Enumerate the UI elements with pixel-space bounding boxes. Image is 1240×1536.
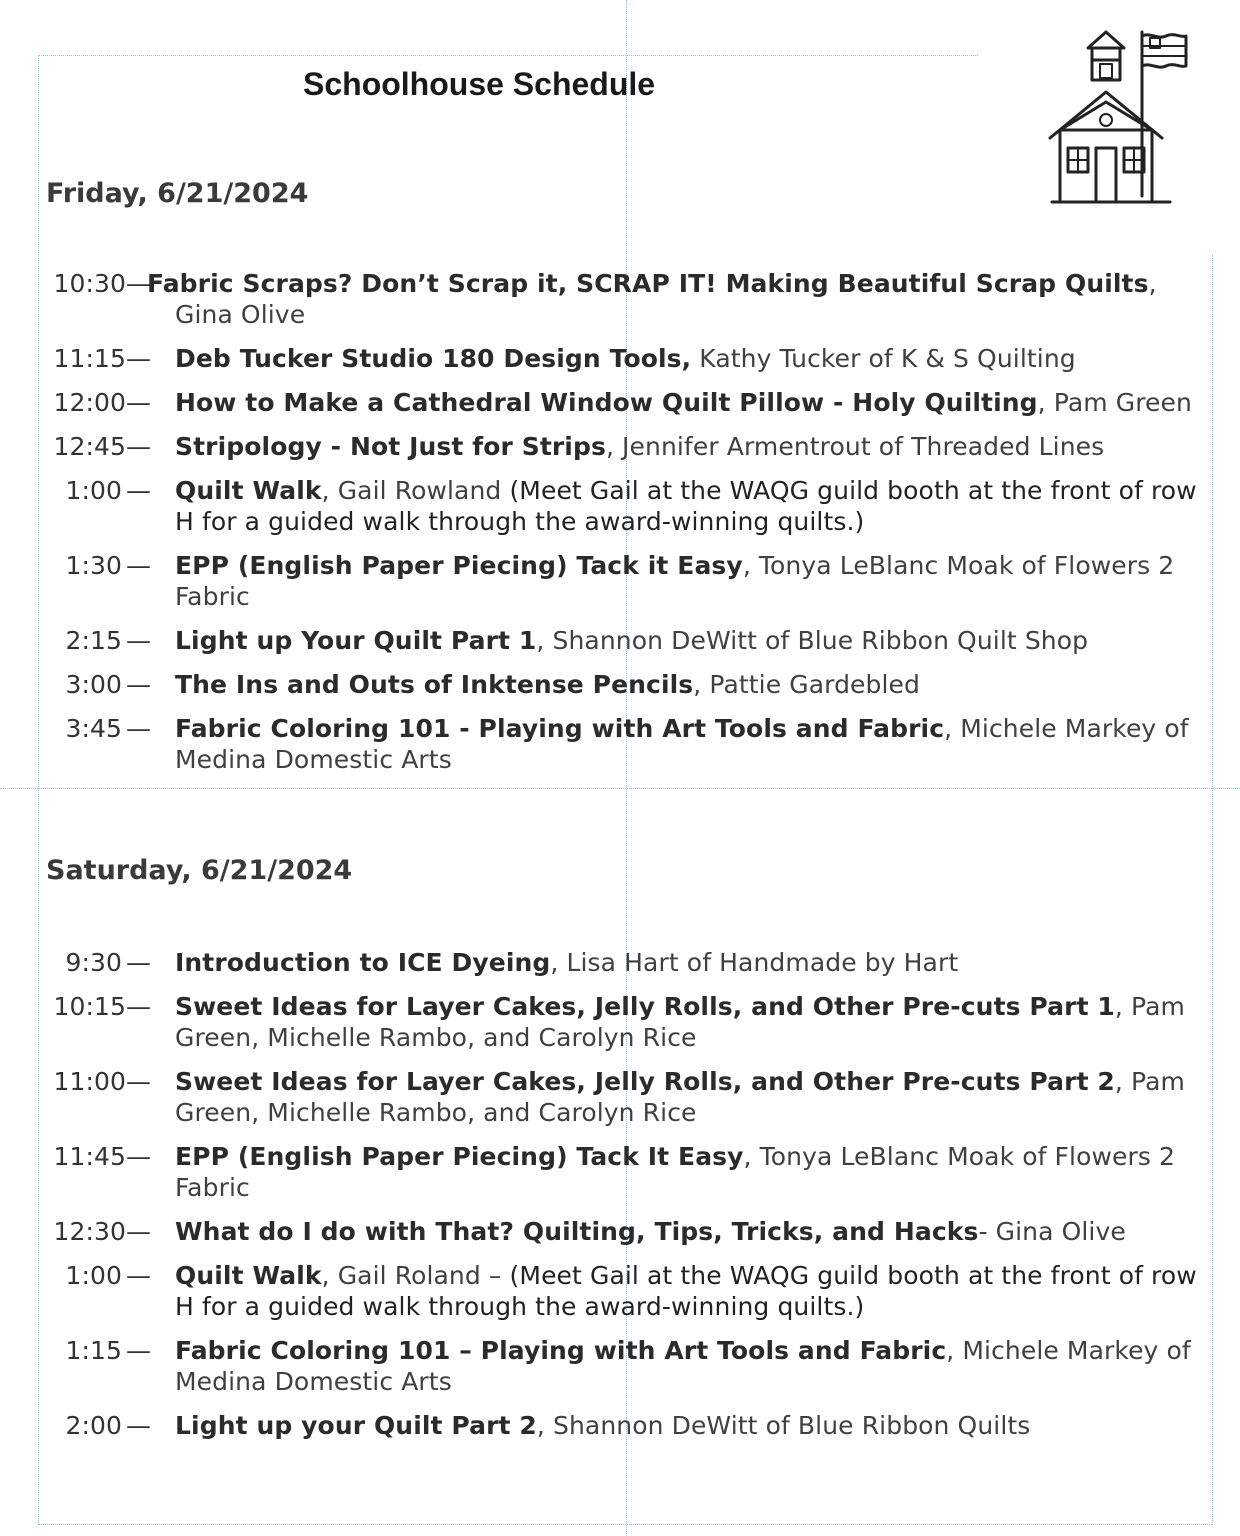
session-title: Fabric Scraps? Don’t Scrap it, SCRAP IT! Making Beautiful Scrap Quilts: [147, 269, 1149, 298]
session-presenter: Gail Roland –: [337, 1261, 502, 1290]
session-title: Stripology - Not Just for Strips: [175, 432, 606, 461]
session-item: [0, 431, 1240, 462]
session-item: [0, 1141, 1240, 1203]
session-note: (Meet Gail at the WAQG guild booth at the front of row H for a guided walk through the award-winning quilts.): [175, 1261, 1197, 1321]
session-separator: ,: [321, 476, 338, 505]
session-presenter: Tonya LeBlanc Moak of Flowers 2 Fabric: [175, 1142, 1176, 1202]
session-presenter: Kathy Tucker of K & S Quilting: [699, 344, 1076, 373]
session-item: [0, 1260, 1240, 1322]
session-dash: —: [126, 1261, 152, 1290]
session-title: Sweet Ideas for Layer Cakes, Jelly Rolls, and Other Pre-cuts Part 1: [175, 992, 1115, 1021]
session-presenter: Shannon DeWitt of Blue Ribbon Quilt Shop: [552, 626, 1089, 655]
layout-guide-top: [38, 55, 978, 56]
session-item: [0, 343, 1240, 374]
session-time: 11:00: [53, 1067, 126, 1096]
session-time: 3:00: [65, 670, 122, 699]
session-dash: —: [126, 432, 152, 461]
session-time: 1:30: [65, 551, 122, 580]
session-time: 10:15: [53, 992, 126, 1021]
page-title: Schoolhouse Schedule: [303, 66, 656, 102]
session-dash: —: [126, 626, 152, 655]
session-time: 3:45: [65, 714, 122, 743]
session-time: 11:45: [53, 1142, 126, 1171]
session-item: [0, 1410, 1240, 1441]
session-item: [0, 1216, 1240, 1247]
session-dash: —: [126, 670, 152, 699]
session-separator: ,: [946, 1336, 963, 1365]
session-item: [0, 268, 1240, 330]
session-title: The Ins and Outs of Inktense Pencils: [175, 670, 694, 699]
session-item: [0, 713, 1240, 775]
schoolhouse-with-flag-icon: [1046, 26, 1188, 208]
session-time: 1:00: [65, 1261, 122, 1290]
session-separator: ,: [536, 1411, 553, 1440]
session-dash: —: [126, 1336, 152, 1365]
session-dash: —: [126, 1142, 152, 1171]
session-separator: ,: [1114, 992, 1132, 1021]
session-title: Quilt Walk: [175, 1261, 322, 1290]
session-title: Light up Your Quilt Part 1: [175, 626, 537, 655]
session-separator: ,: [693, 670, 710, 699]
session-separator: ,: [536, 626, 553, 655]
session-item: [0, 669, 1240, 700]
session-separator: ,: [944, 714, 961, 743]
session-separator: -: [978, 1217, 996, 1246]
session-presenter: Lisa Hart of Handmade by Hart: [566, 948, 959, 977]
session-presenter: Gina Olive: [175, 300, 306, 329]
session-title: EPP (English Paper Piecing) Tack It Easy: [175, 1142, 744, 1171]
session-separator: ,: [1114, 1067, 1132, 1096]
session-separator: ,: [1037, 388, 1054, 417]
session-presenter: Michele Markey of Medina Domestic Arts: [175, 714, 1189, 774]
session-dash: —: [126, 992, 152, 1021]
session-presenter: Tonya LeBlanc Moak of Flowers 2 Fabric: [175, 551, 1175, 611]
day-heading-saturday: Saturday, 6/21/2024: [46, 855, 353, 886]
day-heading-friday: Friday, 6/21/2024: [46, 178, 309, 209]
session-title: Introduction to ICE Dyeing: [175, 948, 551, 977]
session-presenter: Pam Green, Michelle Rambo, and Carolyn Rice: [175, 992, 1185, 1052]
session-separator: ,: [605, 432, 623, 461]
session-time: 12:00: [53, 388, 126, 417]
session-time: 11:15: [53, 344, 126, 373]
session-item: [0, 625, 1240, 656]
session-dash: —: [126, 388, 152, 417]
session-time: 2:00: [65, 1411, 122, 1440]
session-title: Quilt Walk: [175, 476, 322, 505]
session-time: 12:30: [53, 1217, 126, 1246]
session-dash: —: [126, 1217, 152, 1246]
session-presenter: Gail Rowland: [337, 476, 502, 505]
session-presenter: Pattie Gardebled: [709, 670, 920, 699]
session-time: 1:15: [65, 1336, 122, 1365]
session-dash: —: [126, 948, 152, 977]
session-title: Deb Tucker Studio 180 Design Tools,: [175, 344, 692, 373]
session-time: 10:30: [53, 269, 126, 298]
friday-session-list: [0, 268, 1240, 788]
session-separator: ,: [742, 551, 759, 580]
session-dash: —: [126, 714, 152, 743]
session-presenter: Pam Green, Michelle Rambo, and Carolyn Rice: [175, 1067, 1185, 1127]
session-presenter: Gina Olive: [995, 1217, 1126, 1246]
session-dash: —: [126, 344, 152, 373]
session-title: Fabric Coloring 101 – Playing with Art Tools and Fabric: [175, 1336, 947, 1365]
session-item: [0, 475, 1240, 537]
session-time: 9:30: [65, 948, 122, 977]
session-item: [0, 947, 1240, 978]
session-title: Light up your Quilt Part 2: [175, 1411, 537, 1440]
session-separator: ,: [321, 1261, 338, 1290]
session-item: [0, 1066, 1240, 1128]
session-separator: ,: [550, 948, 567, 977]
session-title: What do I do with That? Quilting, Tips, Tricks, and Hacks: [175, 1217, 979, 1246]
session-presenter: Shannon DeWitt of Blue Ribbon Quilts: [552, 1411, 1031, 1440]
session-note: (Meet Gail at the WAQG guild booth at the front of row H for a guided walk through the award-winning quilts.): [175, 476, 1197, 536]
session-title: Fabric Coloring 101 - Playing with Art Tools and Fabric: [175, 714, 945, 743]
session-title: EPP (English Paper Piecing) Tack it Easy: [175, 551, 743, 580]
session-dash: —: [126, 1067, 152, 1096]
session-time: 12:45: [53, 432, 126, 461]
session-item: [0, 1335, 1240, 1397]
session-dash: —: [126, 476, 152, 505]
layout-guide-horizontal-center: [0, 788, 1240, 789]
session-item: [0, 387, 1240, 418]
session-separator: ,: [1148, 269, 1157, 298]
session-separator: ,: [743, 1142, 760, 1171]
session-title: Sweet Ideas for Layer Cakes, Jelly Rolls, and Other Pre-cuts Part 2: [175, 1067, 1115, 1096]
session-dash: —: [126, 269, 152, 298]
saturday-session-list: [0, 947, 1240, 1454]
session-dash: —: [126, 1411, 152, 1440]
session-presenter: Pam Green: [1053, 388, 1192, 417]
session-title: How to Make a Cathedral Window Quilt Pillow - Holy Quilting: [175, 388, 1038, 417]
session-presenter: Michele Markey of Medina Domestic Arts: [175, 1336, 1191, 1396]
layout-guide-bottom: [38, 1524, 1212, 1525]
session-presenter: Jennifer Armentrout of Threaded Lines: [622, 432, 1105, 461]
session-dash: —: [126, 551, 152, 580]
session-item: [0, 550, 1240, 612]
session-time: 1:00: [65, 476, 122, 505]
session-item: [0, 991, 1240, 1053]
session-time: 2:15: [65, 626, 122, 655]
